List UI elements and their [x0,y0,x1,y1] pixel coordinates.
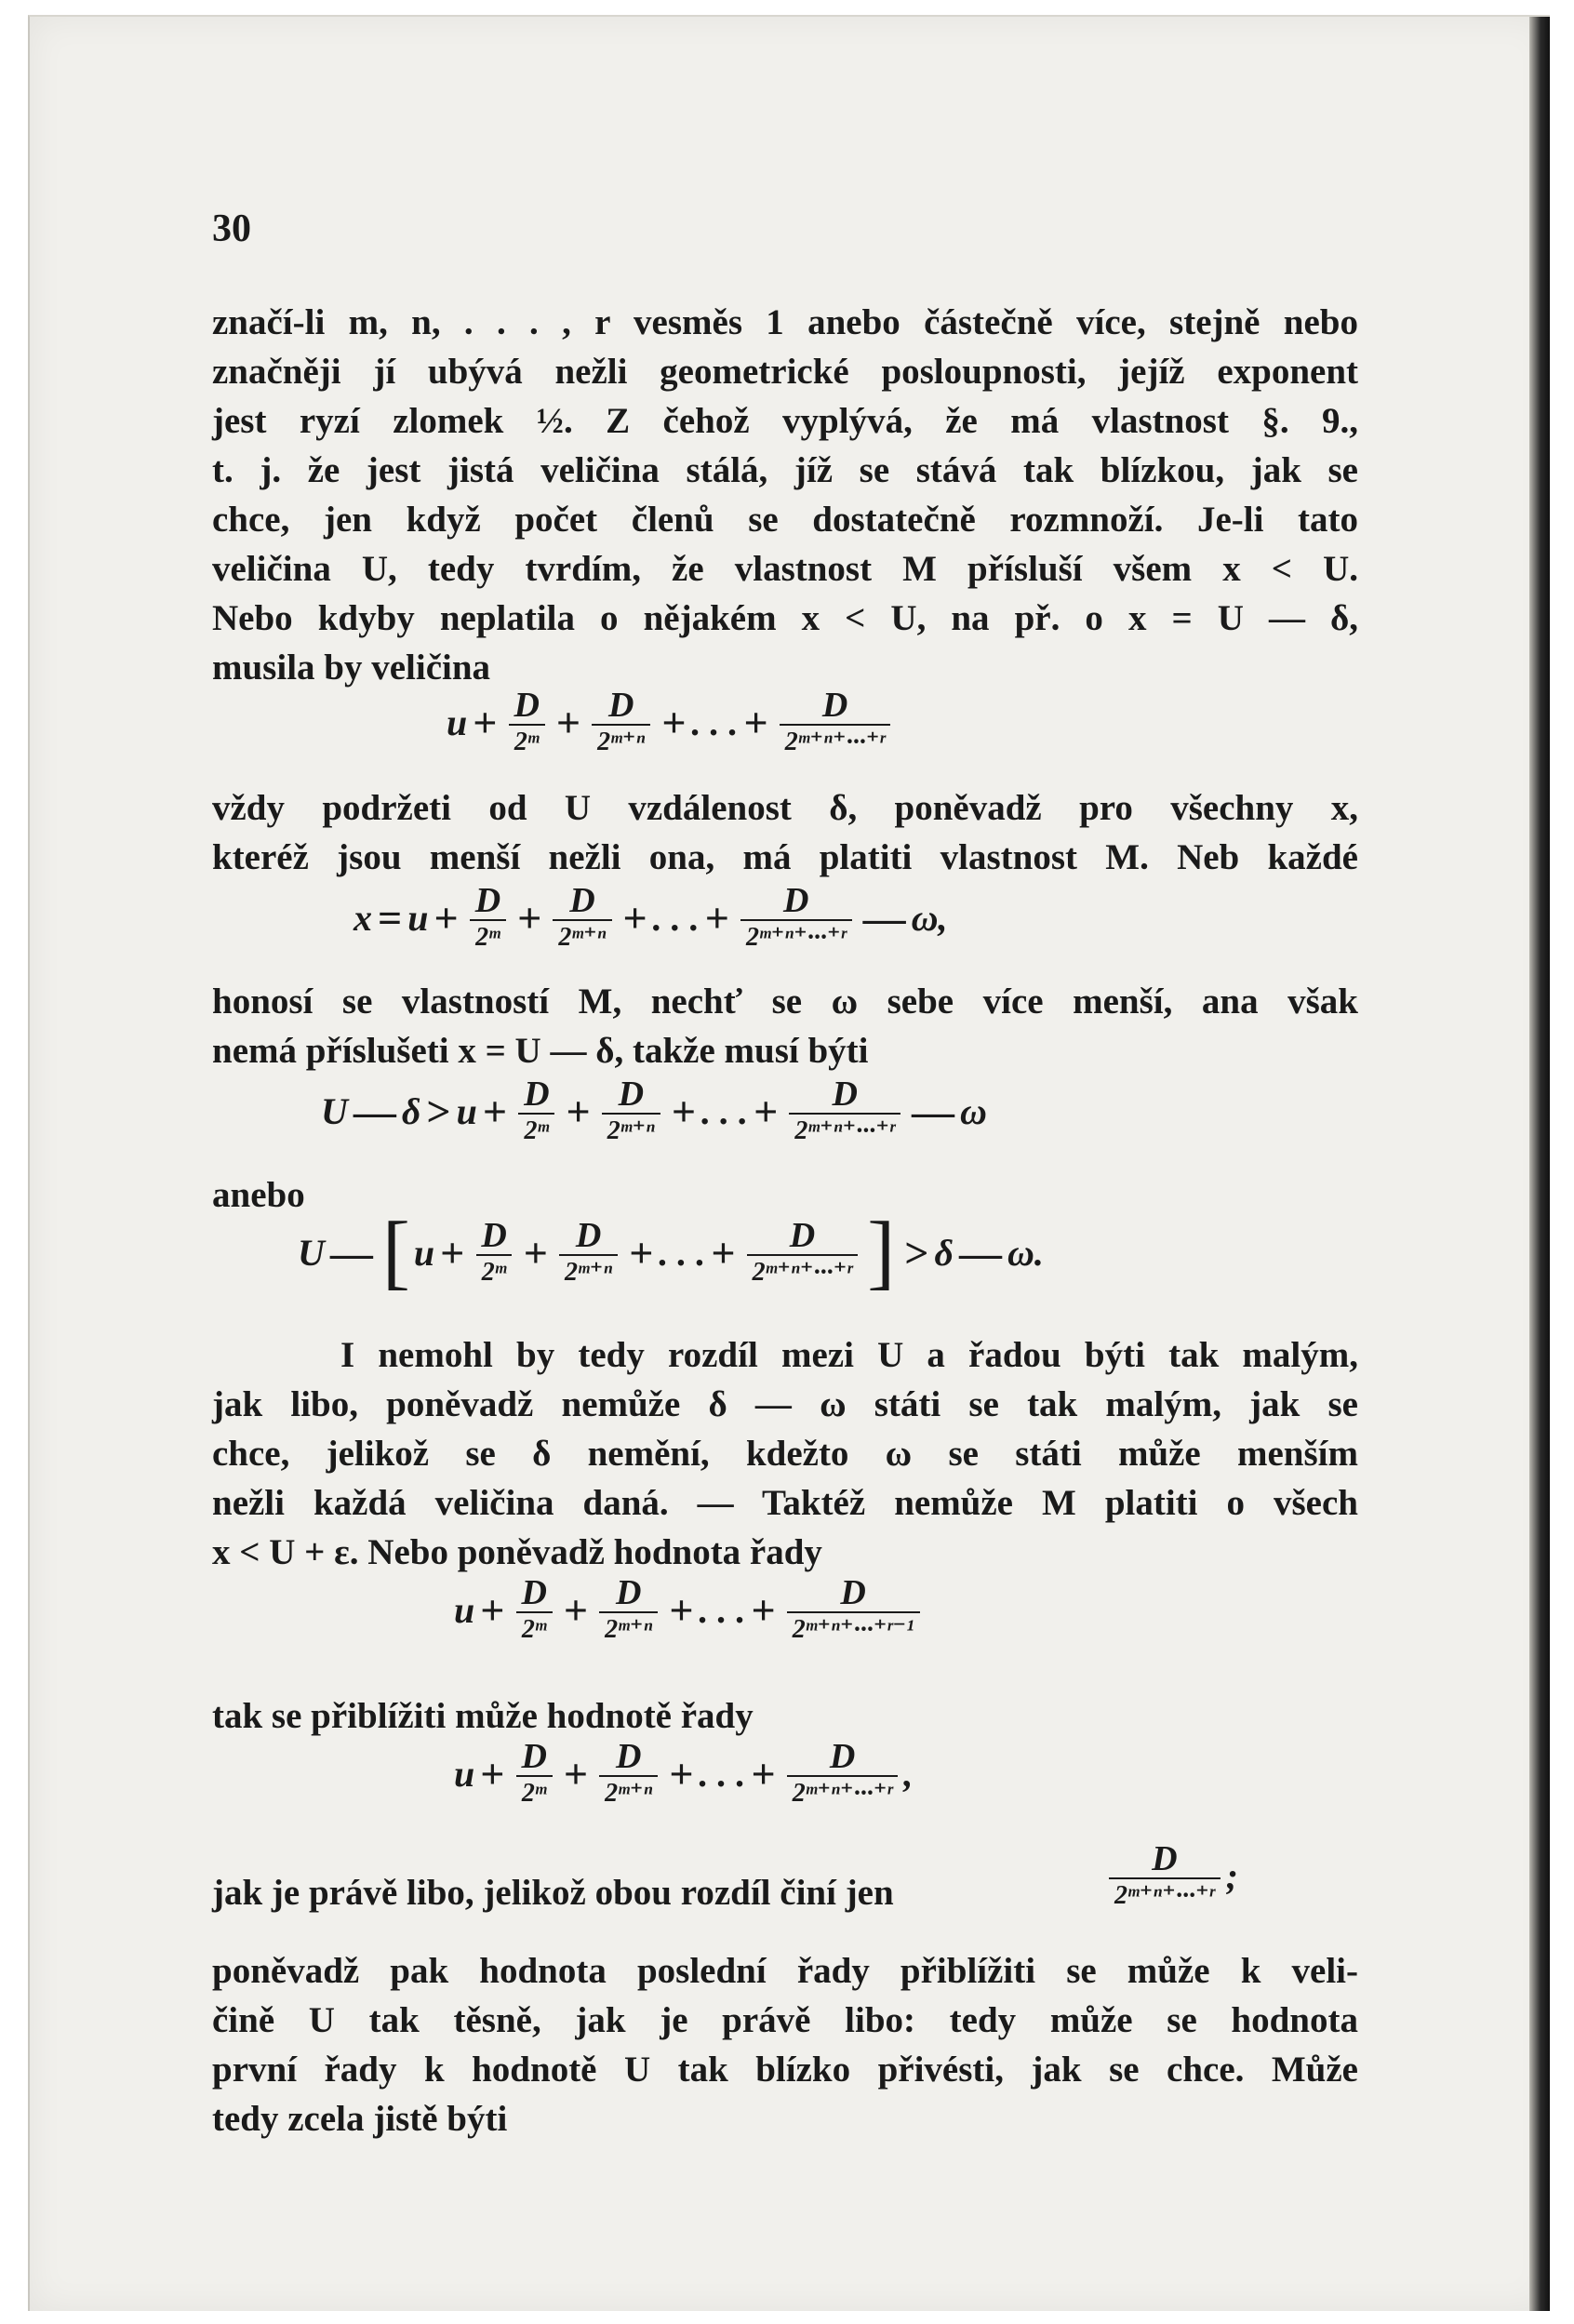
formula-inequality-1: U — δ > u + $\frac{D}{\text{2ᵐ}}$ + $\frac{D}{\text{2ᵐ⁺ⁿ}}$ + . . . + $\frac{D}{\text{2ᵐ⁺ⁿ⁺···⁺ʳ}}$ — ω [321,1075,987,1145]
text-line: veličina U, tedy tvrdím, že vlastnost M přísluší všem x < U. [212,549,1358,589]
text-line: I nemohl by tedy rozdíl mezi U a řadou býti tak malým, [340,1335,1358,1375]
text-line: jak libo, poněvadž nemůže δ — ω státi se tak malým, jak se [212,1384,1358,1424]
text-line: honosí se vlastností M, nechť se ω sebe více menší, ana však [212,982,1358,1022]
text-line: jak je právě libo, jelikož obou rozdíl činí jen [212,1873,894,1913]
page-number: 30 [212,207,251,250]
text-line: tedy zcela jistě býti [212,2099,508,2139]
formula-series-1: u + $\frac{D}{\text{2ᵐ}}$ + $\frac{D}{\text{2ᵐ⁺ⁿ}}$ + . . . + $\frac{D}{\text{2ᵐ⁺ⁿ⁺···⁺ʳ}}$ [447,687,896,757]
text-line: anebo [212,1175,305,1215]
text-line: x < U + ε. Nebo poněvadž hodnota řady [212,1532,822,1572]
text-line: kteréž jsou menší nežli ona, má platiti vlastnost M. Neb každé [212,837,1358,877]
text-line: jest ryzí zlomek ½. Z čehož vyplývá, že má vlastnost §. 9., [212,401,1358,441]
formula-x-equals: x = u + $\frac{D}{\text{2ᵐ}}$ + $\frac{D}{\text{2ᵐ⁺ⁿ}}$ + . . . + $\frac{D}{\text{2ᵐ⁺ⁿ⁺···⁺ʳ}}$ — ω , [353,881,948,952]
text-line: nemá příslušeti x = U — δ, takže musí býti [212,1031,869,1071]
text-line: značněji jí ubývá nežli geometrické posloupnosti, jejíž exponent [212,352,1358,392]
text-line: musila by veličina [212,648,491,688]
text-line: chce, jelikož se δ nemění, kdežto ω se státi může menším [212,1434,1358,1474]
text-line: tak se přiblížiti může hodnotě řady [212,1696,754,1736]
formula-series-3: u + $\frac{D}{\text{2ᵐ}}$ + $\frac{D}{\text{2ᵐ⁺ⁿ}}$ + . . . + $\frac{D}{\text{2ᵐ⁺ⁿ⁺···⁺ʳ}}$ , [454,1737,914,1808]
formula-inequality-2: U — [ u + $\frac{D}{\text{2ᵐ}}$ + $\frac{D}{\text{2ᵐ⁺ⁿ}}$ + . . . + $\frac{D}{\text{2ᵐ⁺ⁿ⁺···⁺ʳ}}$ ] > δ — ω . [298,1206,1044,1298]
text-line: první řady k hodnotě U tak blízko přivésti, jak se chce. Může [212,2050,1358,2090]
text-line: poněvadž pak hodnota poslední řady přiblížiti se může k veli- [212,1951,1358,1991]
text-line: chce, jen když počet členů se dostatečně rozmnoží. Je-li tato [212,500,1358,540]
text-line: Nebo kdyby neplatila o nějakém x < U, na př. o x = U — δ, [212,598,1358,638]
formula-difference-fraction: $\frac{D}{\text{2ᵐ⁺ⁿ⁺···⁺ʳ}}$ ; [1103,1840,1238,1911]
book-spine-shadow [1529,17,1550,2311]
text-line: vždy podržeti od U vzdálenost δ, poněvadž pro všechny x, [212,788,1358,828]
formula-series-2: u + $\frac{D}{\text{2ᵐ}}$ + $\frac{D}{\text{2ᵐ⁺ⁿ}}$ + . . . + $\frac{D}{\text{2ᵐ⁺ⁿ⁺···⁺ʳ⁻¹}}$ [454,1574,926,1645]
text-line: čině U tak těsně, jak je právě libo: tedy může se hodnota [212,2000,1358,2040]
text-line: t. j. že jest jistá veličina stálá, jíž se stává tak blízkou, jak se [212,450,1358,490]
text-line: značí-li m, n, . . . , r vesměs 1 anebo částečně více, stejně nebo [212,302,1358,342]
text-line: nežli každá veličina daná. — Taktéž nemůže M platiti o všech [212,1483,1358,1523]
